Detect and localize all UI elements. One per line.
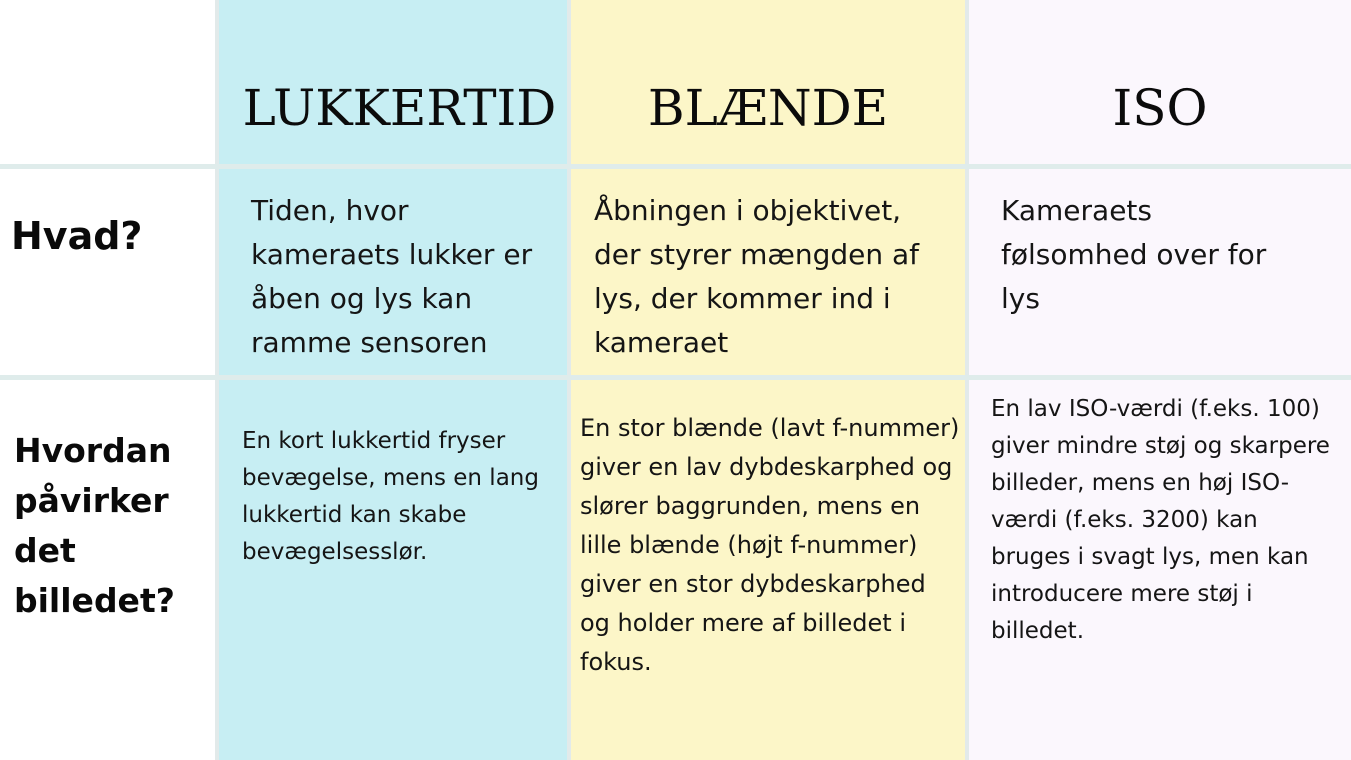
what-blaende-cell: Åbningen i objektivet, der styrer mængden af lys, der kommer ind i kameraet	[594, 194, 920, 359]
header-iso: ISO	[1112, 79, 1208, 137]
how-blaende-cell: En stor blænde (lavt f-nummer) giver en lav dybdeskarphed og slører baggrunden, mens en lille blænde (højt f-nummer) giver en stor dybdeskarphed og holder mere af billedet i fokus.	[580, 414, 960, 676]
header-blaende: BLÆNDE	[647, 79, 889, 137]
row-label-what: Hvad?	[11, 214, 143, 258]
what-iso-cell: Kameraets følsomhed over for lys	[1001, 194, 1267, 315]
row-label-how: Hvordan påvirker det billedet?	[14, 431, 175, 620]
row-divider-2	[0, 375, 1351, 380]
header-lukkertid: LUKKERTID	[242, 79, 557, 137]
what-lukkertid-cell: Tiden, hvor kameraets lukker er åben og lys kan ramme sensoren	[251, 194, 533, 359]
row-divider-1	[0, 164, 1351, 169]
how-lukkertid-cell: En kort lukkertid fryser bevægelse, mens en lang lukkertid kan skabe bevægelsesslør.	[242, 428, 539, 565]
how-iso-cell: En lav ISO-værdi (f.eks. 100) giver mindre støj og skarpere billeder, mens en høj ISO-værdi (f.eks. 3200) kan bruges i svagt lys, men kan introducere mere støj i billedet.	[991, 396, 1330, 644]
label-column-background	[0, 0, 217, 760]
